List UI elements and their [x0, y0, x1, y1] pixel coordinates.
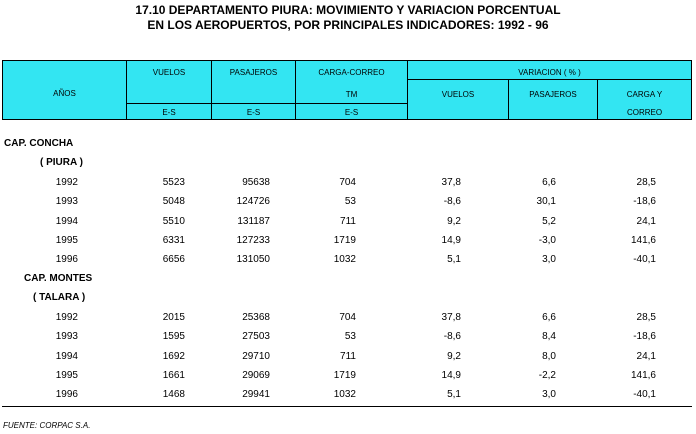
- header-carga-tm: TM: [345, 90, 358, 99]
- table-title-line-1: 17.10 DEPARTAMENTO PIURA: MOVIMIENTO Y VARIACION PORCENTUAL: [135, 3, 561, 17]
- cell-vuelos: 6656: [162, 254, 185, 265]
- cell-pasajeros: 124726: [236, 196, 270, 207]
- cell-year: 1993: [55, 196, 78, 207]
- cell-v-pasajeros: 30,1: [536, 196, 556, 207]
- cell-v-pasajeros: 5,2: [542, 216, 556, 227]
- section-subname: ( TALARA ): [33, 292, 86, 303]
- cell-year: 1992: [55, 177, 78, 188]
- cell-v-carga: 141,6: [630, 370, 656, 381]
- cell-carga: 1032: [333, 254, 356, 265]
- header-rule: [127, 103, 407, 104]
- cell-year: 1994: [55, 351, 78, 362]
- cell-vuelos: 2015: [162, 312, 185, 323]
- header-vuelos: VUELOS: [152, 68, 186, 77]
- cell-pasajeros: 25368: [242, 312, 270, 323]
- cell-v-pasajeros: 6,6: [542, 312, 556, 323]
- cell-v-carga: -18,6: [633, 331, 656, 342]
- cell-v-pasajeros: 6,6: [542, 177, 556, 188]
- cell-v-carga: 24,1: [636, 216, 656, 227]
- cell-v-vuelos: 9,2: [447, 216, 461, 227]
- table-bottom-rule: [2, 406, 692, 407]
- cell-pasajeros: 131050: [236, 254, 270, 265]
- header-var-carga-1: CARGA Y: [626, 90, 663, 99]
- cell-pasajeros: 29069: [242, 370, 270, 381]
- cell-pasajeros: 29941: [242, 389, 270, 400]
- cell-vuelos: 1661: [162, 370, 185, 381]
- table-title-line-2: EN LOS AEROPUERTOS, POR PRINCIPALES INDICADORES: 1992 - 96: [147, 18, 549, 32]
- cell-pasajeros: 29710: [242, 351, 270, 362]
- header-pasajeros-es: E-S: [246, 108, 261, 117]
- cell-carga: 704: [339, 177, 356, 188]
- cell-vuelos: 1595: [162, 331, 185, 342]
- cell-year: 1993: [55, 331, 78, 342]
- cell-carga: 711: [340, 351, 356, 362]
- header-var-carga-2: CORREO: [626, 108, 663, 117]
- header-rule: [408, 79, 691, 80]
- cell-vuelos: 1692: [162, 351, 185, 362]
- cell-vuelos: 1468: [162, 389, 185, 400]
- cell-carga: 711: [340, 216, 356, 227]
- header-pasajeros: PASAJEROS: [229, 68, 278, 77]
- cell-v-vuelos: -8,6: [443, 196, 461, 207]
- section-name: CAP. CONCHA: [4, 138, 74, 149]
- cell-v-carga: 141,6: [630, 235, 656, 246]
- header-carga: CARGA-CORREO: [318, 68, 385, 77]
- cell-v-carga: -40,1: [633, 389, 656, 400]
- header-variacion: VARIACION ( % ): [518, 68, 581, 77]
- cell-pasajeros: 131187: [237, 216, 270, 227]
- cell-carga: 1719: [333, 370, 356, 381]
- cell-carga: 1032: [333, 389, 356, 400]
- cell-year: 1995: [55, 235, 78, 246]
- header-anos: AÑOS: [53, 89, 76, 98]
- source-note: FUENTE: CORPAC S.A.: [3, 421, 91, 430]
- cell-v-vuelos: 5,1: [447, 254, 461, 265]
- cell-v-carga: 28,5: [636, 312, 656, 323]
- cell-carga: 53: [344, 331, 356, 342]
- cell-year: 1995: [55, 370, 78, 381]
- cell-v-pasajeros: 3,0: [542, 254, 556, 265]
- cell-year: 1992: [55, 312, 78, 323]
- cell-v-carga: -40,1: [633, 254, 656, 265]
- cell-v-carga: 24,1: [636, 351, 656, 362]
- cell-pasajeros: 27503: [242, 331, 270, 342]
- cell-vuelos: 5523: [162, 177, 185, 188]
- header-var-vuelos: VUELOS: [441, 90, 475, 99]
- cell-vuelos: 5510: [162, 216, 185, 227]
- cell-vuelos: 5048: [162, 196, 185, 207]
- cell-v-pasajeros: 8,4: [542, 331, 556, 342]
- cell-v-carga: 28,5: [636, 177, 656, 188]
- cell-year: 1996: [55, 254, 78, 265]
- cell-carga: 1719: [333, 235, 356, 246]
- cell-v-vuelos: 37,8: [441, 312, 461, 323]
- cell-v-pasajeros: 8,0: [542, 351, 556, 362]
- cell-v-vuelos: 9,2: [447, 351, 461, 362]
- cell-carga: 53: [344, 196, 356, 207]
- cell-vuelos: 6331: [162, 235, 185, 246]
- cell-v-vuelos: 37,8: [441, 177, 461, 188]
- table-header: [2, 60, 692, 120]
- cell-v-vuelos: 5,1: [447, 389, 461, 400]
- cell-v-vuelos: 14,9: [441, 370, 461, 381]
- cell-v-pasajeros: 3,0: [542, 389, 556, 400]
- cell-pasajeros: 95638: [242, 177, 270, 188]
- cell-v-vuelos: 14,9: [441, 235, 461, 246]
- cell-v-vuelos: -8,6: [443, 331, 461, 342]
- cell-year: 1994: [55, 216, 78, 227]
- header-carga-es: E-S: [344, 108, 359, 117]
- header-var-pasajeros: PASAJEROS: [529, 90, 577, 99]
- cell-v-pasajeros: -3,0: [538, 235, 556, 246]
- cell-v-pasajeros: -2,2: [538, 370, 556, 381]
- cell-year: 1996: [55, 389, 78, 400]
- section-name: CAP. MONTES: [24, 273, 93, 284]
- cell-carga: 704: [339, 312, 356, 323]
- section-subname: ( PIURA ): [40, 157, 83, 168]
- cell-pasajeros: 127233: [236, 235, 270, 246]
- cell-v-carga: -18,6: [633, 196, 656, 207]
- header-vuelos-es: E-S: [162, 108, 176, 117]
